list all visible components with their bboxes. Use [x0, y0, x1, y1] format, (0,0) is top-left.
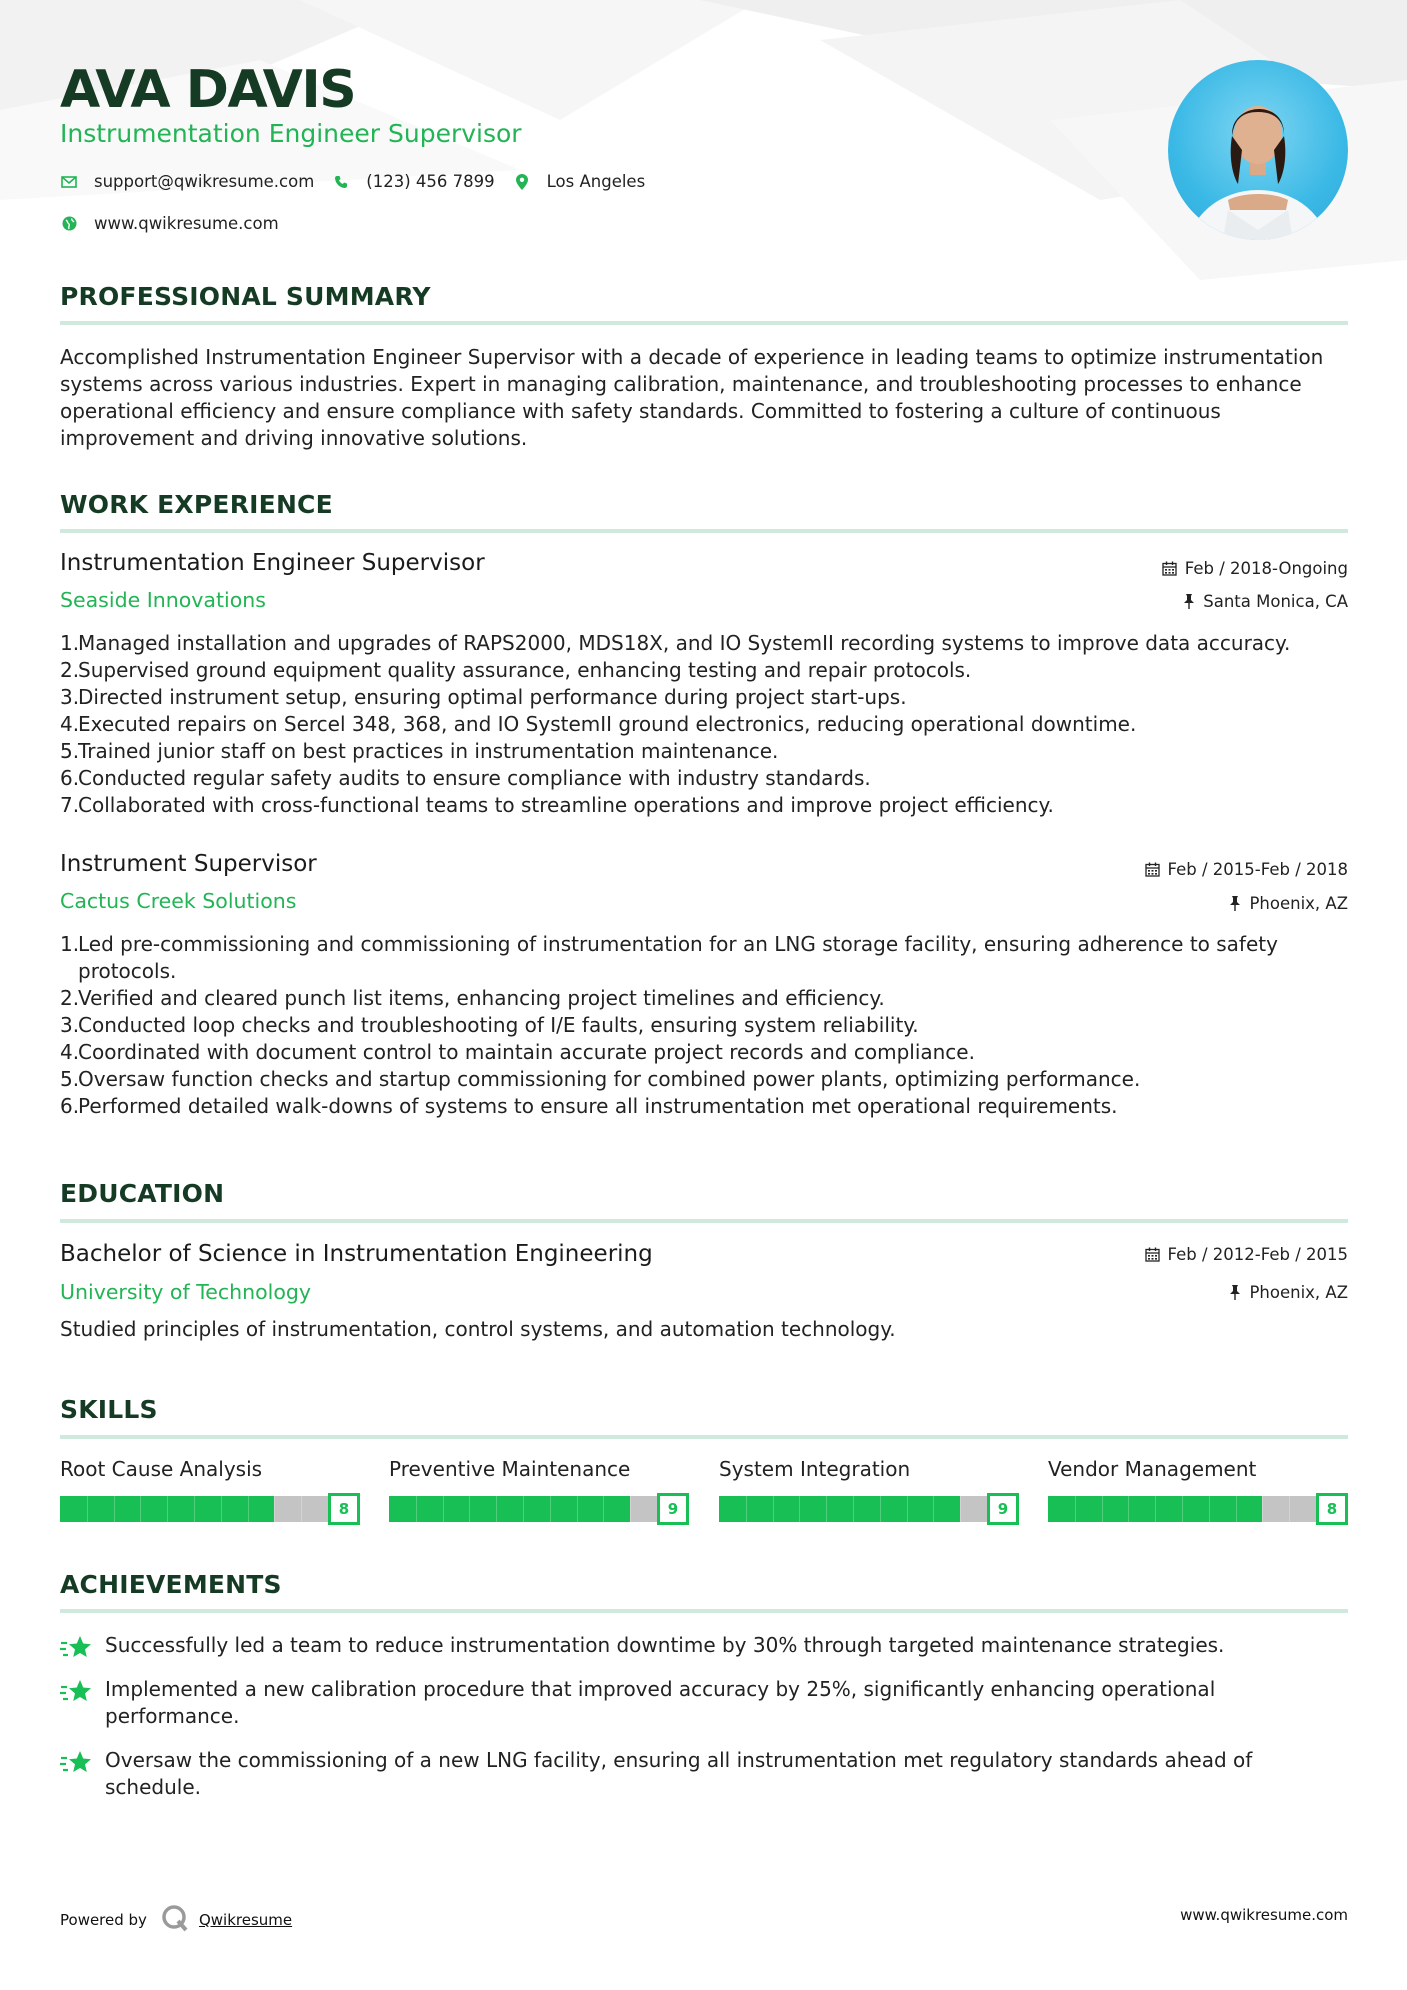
skill-bar-segment [907, 1496, 908, 1522]
job-bullets [60, 931, 1348, 1120]
skill-bar-segment [960, 1496, 961, 1522]
achievements-divider [60, 1609, 1348, 1613]
phone-icon [332, 173, 350, 191]
experience-divider [60, 529, 1348, 533]
summary-divider [60, 321, 1348, 325]
skill-bar-segment [1209, 1496, 1210, 1522]
education-dates-text: Feb / 2012-Feb / 2015 [1167, 1245, 1348, 1264]
list-item: 5. Oversaw function checks and startup commissioning for combined power plants, optimizing performance. [60, 1067, 1141, 1091]
skill-bar-segment [1102, 1496, 1103, 1522]
skill-bar-segment [194, 1496, 195, 1522]
envelope-icon [60, 173, 78, 191]
job-title: Instrumentation Engineer Supervisor [60, 550, 485, 576]
job-company: Cactus Creek Solutions [60, 889, 297, 913]
skills-heading: SKILLS [60, 1395, 158, 1424]
map-pin-icon [513, 173, 531, 191]
summary-text: Accomplished Instrumentation Engineer Supervisor with a decade of experience in leading teams to optimize instrumentation systems across various industries. Expert in managing calibration, maintenance, and troubleshooting processes to enhance operational efficiency and ensure compliance with safety standards. Committed to fostering a culture of continuous improvement and driving innovative solutions. [60, 345, 1324, 450]
profile-photo [1168, 60, 1348, 240]
star-icon [60, 1676, 105, 1730]
skill-bar-segment [853, 1496, 854, 1522]
skill-bar-segment [416, 1496, 417, 1522]
skill-item [719, 1456, 1019, 1523]
skill-bar-segment [550, 1496, 551, 1522]
job-dates [1145, 860, 1348, 879]
skill-bar-segment [1128, 1496, 1129, 1522]
skill-bar-fill [719, 1496, 960, 1522]
qwikresume-logo-icon [161, 1904, 189, 1936]
skill-score: 9 [987, 1493, 1019, 1525]
job-dates-text: Feb / 2015-Feb / 2018 [1167, 860, 1348, 879]
achievement-item [60, 1676, 1348, 1730]
location-text: Los Angeles [546, 172, 646, 191]
email-text: support@qwikresume.com [94, 172, 315, 191]
list-item: 1. Managed installation and upgrades of RAPS2000, MDS18X, and IO SystemII recording systems to improve data accuracy. [60, 631, 1291, 655]
skill-bar-segment [577, 1496, 578, 1522]
skill-bar-segment [1289, 1496, 1290, 1522]
list-item: 2. Verified and cleared punch list items, enhancing project timelines and efficiency. [60, 986, 885, 1010]
website-row [60, 214, 297, 233]
achievements-heading: ACHIEVEMENTS [60, 1570, 282, 1599]
skill-item [389, 1456, 689, 1523]
list-item: 1. Led pre-commissioning and commissioning of instrumentation for an LNG storage facility, ensuring adherence to safety protocols. [60, 932, 1278, 983]
skill-name: Root Cause Analysis [60, 1457, 263, 1481]
list-item: 4. Coordinated with document control to maintain accurate project records and compliance. [60, 1040, 975, 1064]
list-item: 2. Supervised ground equipment quality assurance, enhancing testing and repair protocols. [60, 658, 972, 682]
skill-bar [60, 1493, 360, 1523]
skill-bar-segment [799, 1496, 800, 1522]
list-item: 7. Collaborated with cross-functional teams to streamline operations and improve project efficiency. [60, 793, 1054, 817]
phone-contact[interactable] [332, 172, 494, 191]
education-dates [1145, 1245, 1348, 1264]
achievement-item [60, 1747, 1348, 1801]
skill-bar-segment [496, 1496, 497, 1522]
skill-bar [719, 1493, 1019, 1523]
skill-bar-segment [880, 1496, 881, 1522]
job-location-text: Phoenix, AZ [1249, 894, 1348, 913]
skill-bar [1048, 1493, 1348, 1523]
skill-bar-segment [114, 1496, 115, 1522]
skill-bar-segment [274, 1496, 275, 1522]
brand-link[interactable]: Qwikresume [198, 1911, 293, 1929]
job-company: Seaside Innovations [60, 588, 266, 612]
achievement-text: Implemented a new calibration procedure that improved accuracy by 25%, significantly enhancing operational performance. [105, 1677, 1216, 1728]
skill-bar-fill [389, 1496, 630, 1522]
experience-heading: WORK EXPERIENCE [60, 490, 333, 519]
skill-name: System Integration [719, 1457, 911, 1481]
skill-bar-segment [87, 1496, 88, 1522]
skill-score: 9 [657, 1493, 689, 1525]
skill-bar-segment [221, 1496, 222, 1522]
list-item: 3. Directed instrument setup, ensuring optimal performance during project start-ups. [60, 685, 907, 709]
achievement-text: Successfully led a team to reduce instrumentation downtime by 30% through targeted maintenance strategies. [105, 1633, 1225, 1657]
candidate-name: AVA DAVIS [60, 60, 356, 120]
skill-item [1048, 1456, 1348, 1523]
email-contact[interactable] [60, 172, 314, 191]
list-item: 4. Executed repairs on Sercel 348, 368, and IO SystemII ground electronics, reducing operational downtime. [60, 712, 1137, 736]
skill-bar-segment [469, 1496, 470, 1522]
skill-bar-segment [630, 1496, 631, 1522]
candidate-role: Instrumentation Engineer Supervisor [60, 119, 522, 148]
list-item: 5. Trained junior staff on best practices in instrumentation maintenance. [60, 739, 779, 763]
skill-bar-segment [773, 1496, 774, 1522]
skill-bar-segment [301, 1496, 302, 1522]
star-icon [60, 1747, 105, 1801]
website-text: www.qwikresume.com [94, 214, 279, 233]
education-heading: EDUCATION [60, 1179, 225, 1208]
pushpin-icon [1183, 594, 1195, 609]
achievement-item [60, 1632, 1348, 1668]
job-dates [1162, 559, 1348, 578]
phone-text: (123) 456 7899 [366, 172, 495, 191]
pushpin-icon [1229, 1285, 1241, 1300]
calendar-icon [1145, 862, 1160, 877]
skill-score: 8 [328, 1493, 360, 1525]
skill-bar-segment [140, 1496, 141, 1522]
skill-bar-segment [603, 1496, 604, 1522]
pushpin-icon [1229, 896, 1241, 911]
education-location-text: Phoenix, AZ [1249, 1283, 1348, 1302]
skill-bar-segment [443, 1496, 444, 1522]
skill-item [60, 1456, 360, 1523]
job-location [1183, 592, 1348, 611]
skill-bar-segment [826, 1496, 827, 1522]
education-divider [60, 1219, 1348, 1223]
skill-bar-segment [1155, 1496, 1156, 1522]
powered-by [60, 1904, 292, 1936]
job-title: Instrument Supervisor [60, 851, 317, 877]
job-location-text: Santa Monica, CA [1203, 592, 1348, 611]
skill-bar-segment [523, 1496, 524, 1522]
globe-icon [60, 215, 78, 233]
list-item: 6. Conducted regular safety audits to ensure compliance with industry standards. [60, 766, 871, 790]
star-icon [60, 1632, 105, 1668]
skill-bar-segment [167, 1496, 168, 1522]
calendar-icon [1145, 1247, 1160, 1262]
achievement-text: Oversaw the commissioning of a new LNG facility, ensuring all instrumentation met regulatory standards ahead of schedule. [105, 1748, 1253, 1799]
powered-by-label: Powered by [60, 1911, 147, 1929]
skill-bar-segment [1236, 1496, 1237, 1522]
degree-title: Bachelor of Science in Instrumentation Engineering [60, 1241, 653, 1267]
school-name: University of Technology [60, 1280, 312, 1304]
skill-bar-segment [1262, 1496, 1263, 1522]
education-description: Studied principles of instrumentation, control systems, and automation technology. [60, 1317, 896, 1341]
location-contact [513, 172, 646, 191]
skill-name: Preventive Maintenance [389, 1457, 631, 1481]
calendar-icon [1162, 561, 1177, 576]
skill-score: 8 [1316, 1493, 1348, 1525]
skills-divider [60, 1435, 1348, 1439]
job-bullets [60, 630, 1348, 819]
skill-bar [389, 1493, 689, 1523]
skill-bar-segment [933, 1496, 934, 1522]
list-item: 6. Performed detailed walk-downs of systems to ensure all instrumentation met operational requirements. [60, 1094, 1118, 1118]
job-dates-text: Feb / 2018-Ongoing [1184, 559, 1348, 578]
skill-bar-segment [746, 1496, 747, 1522]
education-location [1229, 1283, 1348, 1302]
contact-row [60, 172, 663, 191]
list-item: 3. Conducted loop checks and troubleshooting of I/E faults, ensuring system reliability. [60, 1013, 919, 1037]
website-contact[interactable] [60, 214, 279, 233]
footer-url[interactable]: www.qwikresume.com [1180, 1906, 1348, 1924]
summary-heading: PROFESSIONAL SUMMARY [60, 282, 431, 311]
skill-bar-segment [1075, 1496, 1076, 1522]
skill-bar-segment [1182, 1496, 1183, 1522]
skill-name: Vendor Management [1048, 1457, 1257, 1481]
job-location [1229, 894, 1348, 913]
skill-bar-segment [248, 1496, 249, 1522]
